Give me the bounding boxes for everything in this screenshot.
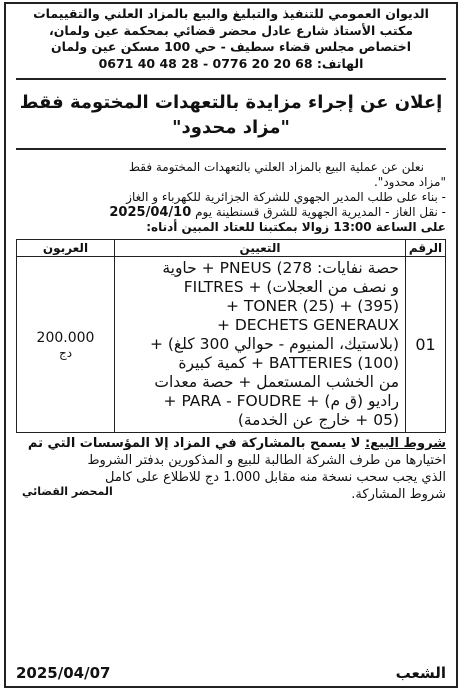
header-number: الرقم: [406, 240, 446, 257]
table-header-row: [17, 240, 446, 257]
intro-line-text: - نقل الغاز - المديرية الجهوية للشرق قسنطينة يوم: [195, 205, 446, 219]
office-jurisdiction: اختصاص مجلس قضاء سطيف - حي 100 مسكن عين ولمان: [51, 39, 411, 54]
designation-line: (05 + خارج عن الخدمة): [237, 411, 399, 429]
conditions-label: شروط البيع:: [364, 436, 446, 451]
divider: [16, 78, 446, 80]
notice-intro: [16, 160, 446, 235]
phone-label: الهاتف:: [316, 55, 364, 71]
conditions-line: [16, 435, 446, 452]
designation-line: BATTERIES (100) + كمية كبيرة: [178, 354, 399, 372]
conditions-line: شروط المشاركة.: [351, 487, 446, 502]
publication-date: 2025/04/07: [16, 664, 111, 682]
notice-subtitle: "مزاد محدود": [172, 117, 290, 138]
designation-line: راديو (ق م) + PARA - FOUDRE +: [163, 392, 399, 410]
signature: المحضر القضائي: [22, 485, 113, 498]
divider: [16, 148, 446, 150]
sale-date: 2025/04/10: [109, 205, 192, 220]
deposit-currency: دج: [58, 345, 73, 360]
publication-name: الشعب: [395, 664, 446, 682]
conditions-line: الذي يجب سحب نسخة منه مقابل 1.000 دج للاطلاع على كامل: [105, 470, 446, 485]
designation-line: (بلاستيك، المنيوم - حوالي 300 كلغ) +: [149, 335, 399, 353]
office-phone: [16, 56, 446, 73]
phone-numbers: 0671 40 48 28 - 0776 20 20 68: [98, 55, 313, 71]
intro-line: [16, 205, 446, 220]
office-name: الديوان العمومي للتنفيذ والتبليغ والبيع بالمزاد العلني والتقييمات: [33, 6, 429, 21]
intro-line: "مزاد محدود".: [373, 175, 446, 189]
notice-title: إعلان عن إجراء مزايدة بالتعهدات المختومة فقط: [19, 92, 443, 113]
office-address: مكتب الأستاذ شارع عادل محضر قضائي بمحكمة عين ولمان،: [48, 22, 413, 38]
designation-line: حصة نفايات: PNEUS (278 + حاوية: [162, 259, 399, 277]
designation-line: من الخشب المستعمل + حصة معدات: [154, 373, 399, 391]
designation-line: و نصف من العجلات) + FILTRES: [183, 278, 399, 296]
header-designation: التعيين: [115, 240, 406, 257]
intro-line: على الساعة 13:00 زوالا بمكتبنا للعتاد المبين أدناه:: [146, 220, 446, 234]
lot-deposit: [17, 257, 115, 433]
intro-line: - بناء على طلب المدير الجهوي للشركة الجزائرية للكهرباء و الغاز: [126, 190, 446, 204]
conditions-line: اختيارها من طرف الشركة الطالبة للبيع و المذكورين بدفتر الشروط: [87, 453, 446, 468]
table-row: [17, 257, 446, 433]
intro-line: نعلن عن عملية البيع بالمزاد العلني بالتعهدات المختومة فقط: [128, 160, 424, 174]
publication-footer: [16, 662, 446, 684]
lot-number: 01: [406, 257, 446, 433]
deposit-amount: 200.000: [36, 329, 95, 346]
lot-table: [16, 239, 446, 433]
designation-line: DECHETS GENERAUX +: [216, 316, 399, 334]
conditions-text: لا يسمح بالمشاركة في المزاد إلا المؤسسات التي تم: [27, 436, 365, 451]
designation-line: (395) + TONER (25) +: [225, 297, 399, 315]
legal-notice: [4, 2, 458, 688]
lot-designation: [115, 257, 406, 433]
header-deposit: العربون: [17, 240, 115, 257]
